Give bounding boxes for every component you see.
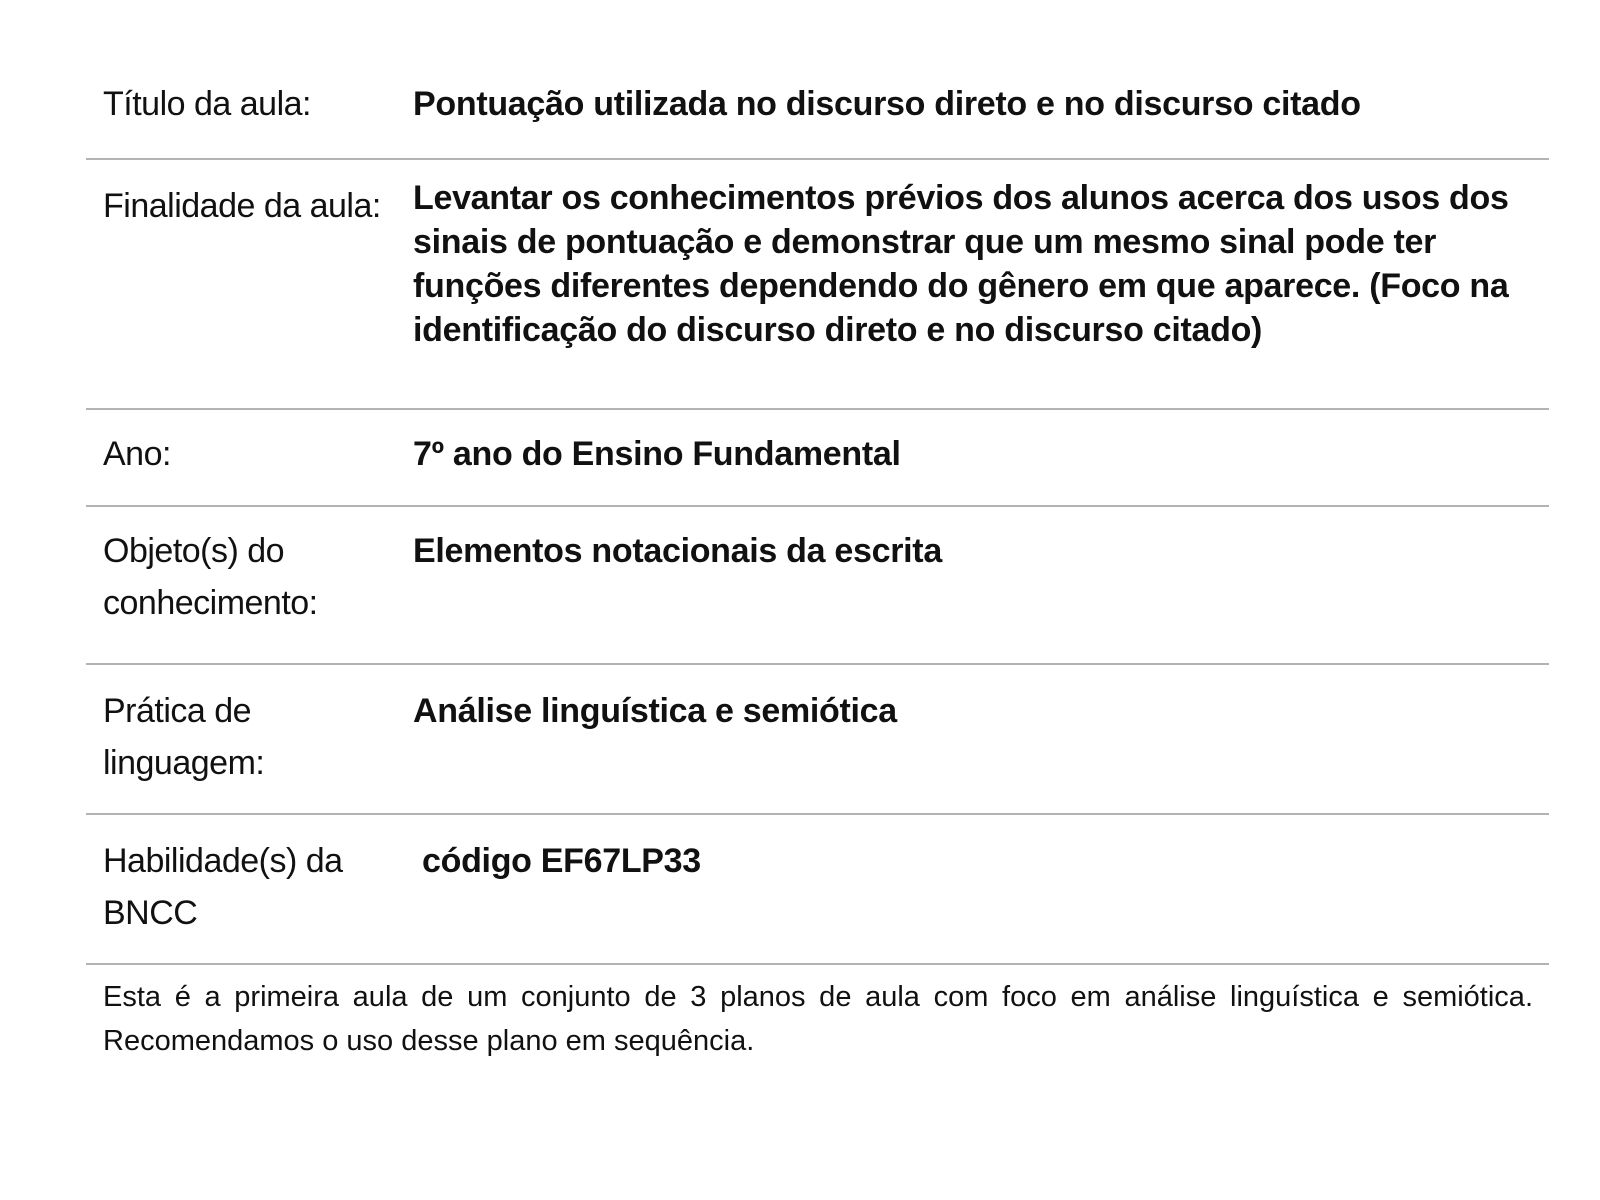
label-lesson-title: Título da aula: xyxy=(103,85,311,123)
value-knowledge-objects: Elementos notacionais da escrita xyxy=(413,532,942,570)
value-lesson-purpose: Levantar os conhecimentos prévios dos alunos acerca dos usos dos sinais de pontuação e demonstrar que um mesmo sinal pode ter funções diferentes dependendo do gênero em que aparece. (Foco na identificação do discurso direto e no discurso citado) xyxy=(413,179,1509,349)
label-year: Ano: xyxy=(103,435,171,473)
value-bncc-skills: código EF67LP33 xyxy=(422,842,701,880)
lesson-info-table xyxy=(86,60,1549,965)
row-lesson-purpose xyxy=(86,160,1549,410)
row-year xyxy=(86,410,1549,507)
label-knowledge-objects: Objeto(s) do conhecimento: xyxy=(103,532,318,622)
value-language-practice: Análise linguística e semiótica xyxy=(413,692,897,730)
label-language-practice: Prática de linguagem: xyxy=(103,692,265,782)
row-language-practice xyxy=(86,665,1549,815)
value-lesson-title: Pontuação utilizada no discurso direto e no discurso citado xyxy=(413,85,1361,123)
row-lesson-title xyxy=(86,60,1549,160)
label-bncc-skills: Habilidade(s) da BNCC xyxy=(103,842,343,932)
sequence-note: Esta é a primeira aula de um conjunto de 3 planos de aula com foco em análise linguística e semiótica. Recomendamos o uso desse plano em sequência. xyxy=(103,981,1533,1057)
row-knowledge-objects xyxy=(86,507,1549,665)
row-bncc-skills xyxy=(86,815,1549,965)
label-lesson-purpose: Finalidade da aula: xyxy=(103,187,381,225)
value-year: 7º ano do Ensino Fundamental xyxy=(413,435,901,473)
